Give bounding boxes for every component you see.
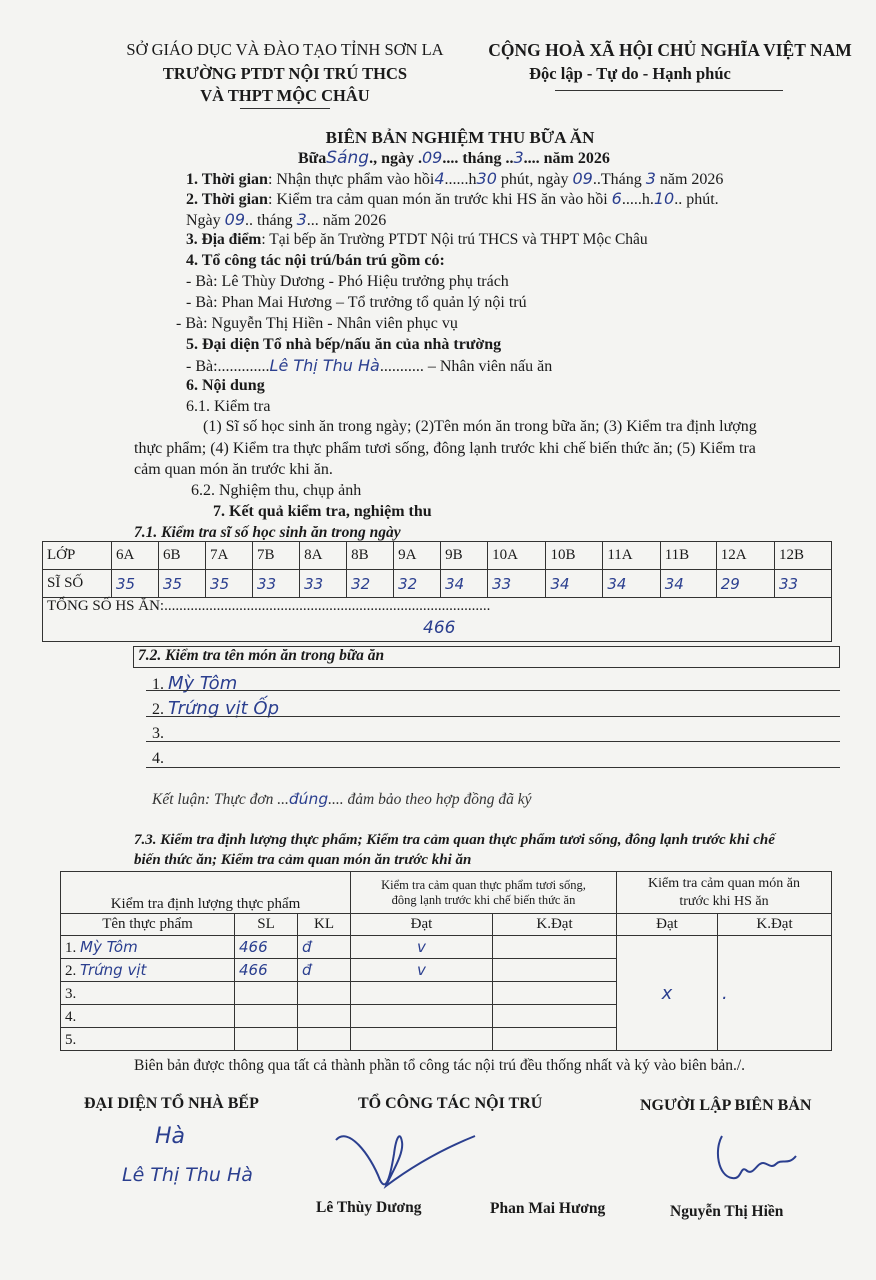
count-cell: 34: [546, 570, 603, 598]
header-rule-left: [240, 108, 330, 109]
dish-row: 3.: [152, 725, 164, 742]
q-kl: [298, 1005, 351, 1028]
count-row: [43, 570, 832, 598]
count-cell: 32: [347, 570, 394, 598]
doc-subtitle: BữaSáng., ngày .09.... tháng ..3.... năm 2026: [298, 148, 610, 168]
q-dat: [351, 1005, 493, 1028]
h-name: Tên thực phẩm: [61, 914, 235, 936]
total-label: TỔNG SỐ HS ĂN:: [47, 598, 165, 614]
item-2-date: Ngày 09.. tháng 3... năm 2026: [186, 210, 387, 229]
item-6-1-p2: thực phẩm; (4) Kiểm tra thực phẩm tươi sống, đông lạnh trước khi chế biến thức ăn; (5) Kiểm tra: [134, 440, 756, 457]
item-7-1: 7.1. Kiểm tra sĩ số học sinh ăn trong ngày: [134, 524, 401, 541]
member-3: - Bà: Nguyễn Thị Hiền - Nhân viên phục vụ: [176, 315, 458, 332]
doc-title: BIÊN BẢN NGHIỆM THU BỮA ĂN: [325, 128, 595, 147]
q-name: 2. Trứng vịt: [61, 959, 235, 982]
q-kl: [298, 982, 351, 1005]
q-dat: [351, 1028, 493, 1051]
count-cell: 33: [775, 570, 832, 598]
count-cell: 35: [206, 570, 253, 598]
q-kdat: [493, 959, 617, 982]
q-dat: [351, 982, 493, 1005]
member-2: - Bà: Phan Mai Hương – Tổ trưởng tổ quản lý nội trú: [186, 294, 527, 311]
q-dat: v: [351, 936, 493, 959]
class-cell: 10B: [546, 542, 603, 570]
nation-name: CỘNG HOÀ XÃ HỘI CHỦ NGHĨA VIỆT NAM: [488, 40, 852, 60]
class-cell: 7A: [206, 542, 253, 570]
quantity-table: [60, 871, 832, 1051]
committee-name-2: Phan Mai Hương: [490, 1200, 606, 1217]
count-cell: 33: [300, 570, 347, 598]
q-name: 4.: [61, 1005, 235, 1028]
dish-row: 2. Trứng vịt Ốp: [152, 698, 279, 719]
kitchen-name: Lê Thị Thu Hà: [122, 1164, 253, 1186]
committee-signature: [330, 1120, 480, 1200]
q-name: 3.: [61, 982, 235, 1005]
dish-row: 4.: [152, 750, 164, 767]
count-cell: 35: [159, 570, 206, 598]
h-kdat: K.Đạt: [493, 914, 617, 936]
total-row: [43, 598, 832, 642]
q-sl: [235, 982, 298, 1005]
q-name: 1. Mỳ Tôm: [61, 936, 235, 959]
dishes-heading: 7.2. Kiểm tra tên món ăn trong bữa ăn: [133, 646, 840, 668]
class-cell: 7B: [253, 542, 300, 570]
count-cell: 32: [394, 570, 441, 598]
item-2: 2. Thời gian: Kiểm tra cảm quan món ăn trước khi HS ăn vào hồi 6.....h.10.. phút.: [186, 189, 719, 208]
class-cell: 6B: [159, 542, 206, 570]
final-dat: x: [617, 936, 718, 1051]
class-cell: 6A: [112, 542, 159, 570]
header-rule-right: [555, 90, 783, 91]
nation-motto: Độc lập - Tự do - Hạnh phúc: [529, 64, 731, 83]
item-6-1: 6.1. Kiểm tra: [186, 398, 271, 415]
class-cell: 11A: [603, 542, 660, 570]
item-6: 6. Nội dung: [186, 377, 265, 394]
count-cell: 33: [253, 570, 300, 598]
item-5-person: - Bà:.............Lê Thị Thu Hà........... – Nhân viên nấu ăn: [186, 356, 553, 375]
item-6-2: 6.2. Nghiệm thu, chụp ảnh: [191, 482, 362, 499]
q-kdat: [493, 1005, 617, 1028]
kitchen-title: ĐẠI DIỆN TỔ NHÀ BẾP: [84, 1095, 259, 1112]
class-cell: 12A: [716, 542, 774, 570]
dept-name: SỞ GIÁO DỤC VÀ ĐÀO TẠO TỈNH SƠN LA: [126, 40, 444, 59]
quantity-heading-1: 7.3. Kiểm tra định lượng thực phẩm; Kiểm tra cảm quan thực phẩm tươi sống, đông lạnh trước khi chế: [134, 832, 775, 848]
count-cell: 35: [112, 570, 159, 598]
q-kdat: [493, 1028, 617, 1051]
class-cell: 9A: [394, 542, 441, 570]
q-dat: v: [351, 959, 493, 982]
group-quantity: Kiểm tra định lượng thực phẩm: [61, 872, 351, 914]
count-cell: 29: [716, 570, 774, 598]
quantity-row: [61, 936, 832, 959]
h-dat2: Đạt: [617, 914, 718, 936]
committee-name-1: Lê Thùy Dương: [316, 1199, 422, 1216]
h-kdat2: K.Đạt: [718, 914, 832, 936]
class-cell: 10A: [488, 542, 546, 570]
count-cell: 33: [488, 570, 546, 598]
h-kl: KL: [298, 914, 351, 936]
class-cell: 12B: [775, 542, 832, 570]
count-cell: 34: [441, 570, 488, 598]
count-row-label: SĨ SỐ: [43, 570, 112, 598]
writer-name: Nguyễn Thị Hiền: [670, 1203, 784, 1220]
q-kl: [298, 1028, 351, 1051]
item-3: 3. Địa điểm: Tại bếp ăn Trường PTDT Nội trú THCS và THPT Mộc Châu: [186, 231, 648, 248]
dishes-conclusion: Kết luận: Thực đơn ...đúng.... đảm bảo theo hợp đồng đã ký: [152, 790, 532, 808]
item-1: 1. Thời gian: Nhận thực phẩm vào hồi4......h30 phút, ngày 09..Tháng 3 năm 2026: [186, 169, 724, 188]
total-value: 466: [423, 618, 456, 638]
total-cell: TỔNG SỐ HS ĂN:....................................................................................... 466: [43, 598, 832, 642]
item-7: 7. Kết quả kiểm tra, nghiệm thu: [213, 503, 432, 520]
committee-title: TỔ CÔNG TÁC NỘI TRÚ: [358, 1095, 543, 1112]
h-dat: Đạt: [351, 914, 493, 936]
school-line1: TRƯỜNG PTDT NỘI TRÚ THCS: [162, 64, 408, 83]
closing-text: Biên bản được thông qua tất cả thành phần tổ công tác nội trú đều thống nhất và ký vào biên bản./.: [134, 1057, 746, 1074]
q-kdat: [493, 936, 617, 959]
h-sl: SL: [235, 914, 298, 936]
q-kl: đ: [298, 936, 351, 959]
q-kdat: [493, 982, 617, 1005]
class-cell: 8B: [347, 542, 394, 570]
group-before-meal: Kiểm tra cảm quan món ăn trước khi HS ăn: [617, 872, 832, 914]
count-cell: 34: [660, 570, 716, 598]
class-row-label: LỚP: [43, 542, 112, 570]
attendance-table: [42, 541, 832, 642]
member-1: - Bà: Lê Thùy Dương - Phó Hiệu trưởng phụ trách: [186, 273, 509, 290]
q-sl: [235, 1005, 298, 1028]
quantity-col-header: [61, 914, 832, 936]
q-name: 5.: [61, 1028, 235, 1051]
kitchen-signature: Hà: [155, 1124, 186, 1149]
class-cell: 8A: [300, 542, 347, 570]
q-sl: 466: [235, 959, 298, 982]
quantity-heading-2: biến thức ăn; Kiểm tra cảm quan món ăn trước khi ăn: [134, 852, 472, 868]
item-4: 4. Tổ công tác nội trú/bán trú gồm có:: [186, 252, 445, 269]
class-row: [43, 542, 832, 570]
writer-title: NGƯỜI LẬP BIÊN BẢN: [640, 1097, 812, 1114]
q-kl: đ: [298, 959, 351, 982]
final-kdat: .: [718, 936, 832, 1051]
class-cell: 9B: [441, 542, 488, 570]
quantity-group-header: [61, 872, 832, 914]
q-sl: [235, 1028, 298, 1051]
q-sl: 466: [235, 936, 298, 959]
dish-row: 1. Mỳ Tôm: [152, 673, 238, 694]
class-cell: 11B: [660, 542, 716, 570]
item-6-1-p3: cảm quan món ăn trước khi ăn.: [134, 461, 333, 478]
school-line2: VÀ THPT MỘC CHÂU: [200, 86, 370, 105]
writer-signature: [710, 1130, 810, 1190]
item-6-1-p1: (1) Sĩ số học sinh ăn trong ngày; (2)Tên món ăn trong bữa ăn; (3) Kiểm tra định lượng: [203, 418, 757, 435]
item-5: 5. Đại diện Tổ nhà bếp/nấu ăn của nhà trường: [186, 336, 502, 353]
group-fresh: Kiểm tra cảm quan thực phẩm tươi sống, đông lạnh trước khi chế biến thức ăn: [351, 872, 617, 914]
count-cell: 34: [603, 570, 660, 598]
